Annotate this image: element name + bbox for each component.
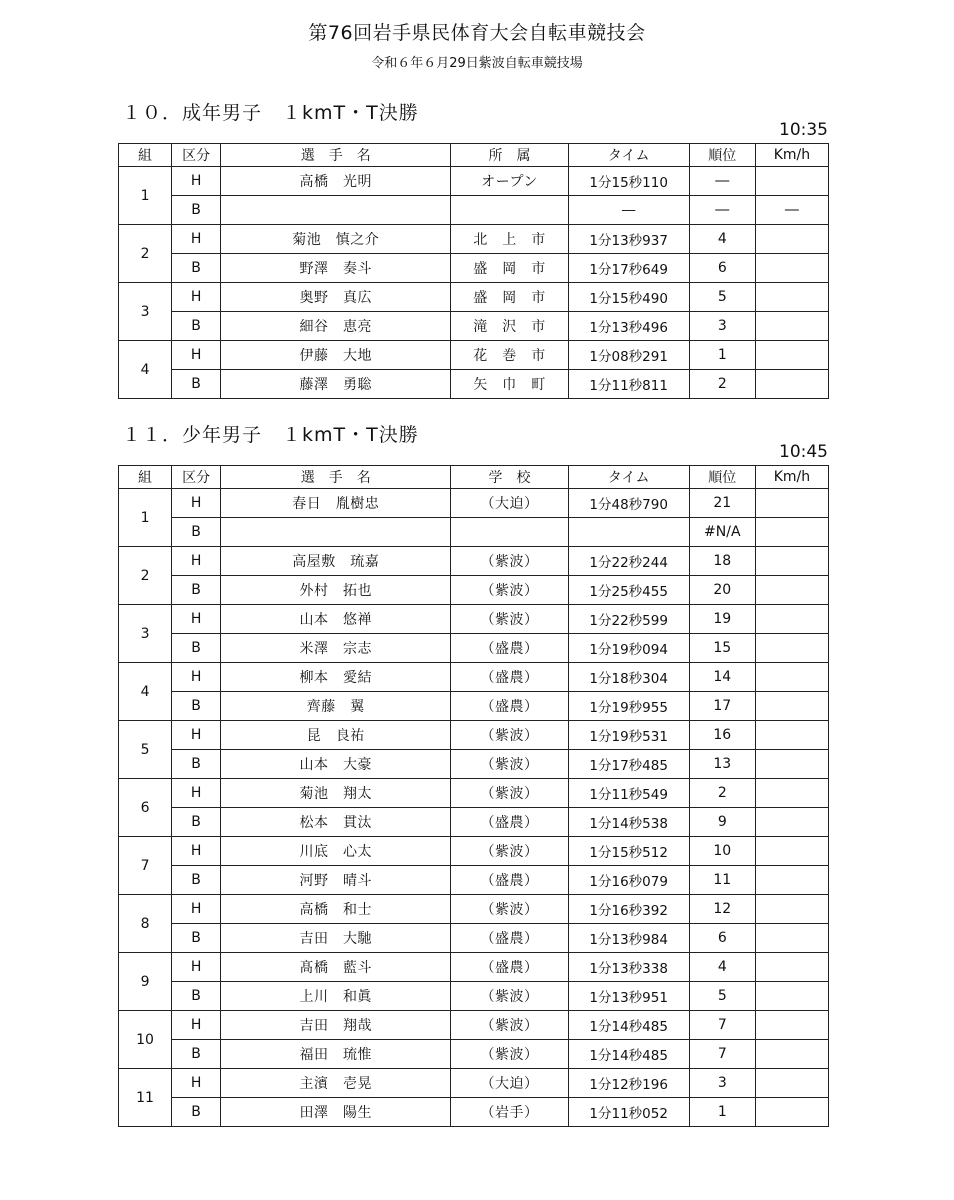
- rank-cell: 2: [689, 370, 755, 399]
- affiliation-cell: （紫波）: [451, 750, 568, 779]
- category-cell: B: [172, 518, 221, 547]
- table-row: [119, 837, 829, 866]
- time-cell: 1分13秒496: [568, 312, 689, 341]
- table-row: [119, 692, 829, 721]
- kmh-cell: [755, 489, 828, 518]
- rank-cell: 2: [689, 779, 755, 808]
- kmh-cell: [755, 167, 828, 196]
- affiliation-cell: （紫波）: [451, 721, 568, 750]
- affiliation-cell: （紫波）: [451, 1040, 568, 1069]
- group-number: 4: [119, 663, 172, 721]
- time-cell: 1分19秒531: [568, 721, 689, 750]
- time-cell: 1分12秒196: [568, 1069, 689, 1098]
- athlete-name: 細谷 恵亮: [221, 312, 451, 341]
- rank-cell: 4: [689, 225, 755, 254]
- affiliation-cell: （紫波）: [451, 547, 568, 576]
- affiliation-cell: （盛農）: [451, 808, 568, 837]
- group-number: 3: [119, 605, 172, 663]
- category-cell: B: [172, 312, 221, 341]
- time-cell: 1分22秒244: [568, 547, 689, 576]
- athlete-name: 外村 拓也: [221, 576, 451, 605]
- category-cell: B: [172, 924, 221, 953]
- section-11-heading: １１．少年男子 １kmT・T決勝: [122, 424, 419, 446]
- rank-cell: 3: [689, 312, 755, 341]
- group-number: 11: [119, 1069, 172, 1127]
- time-cell: 1分25秒455: [568, 576, 689, 605]
- affiliation-cell: （盛農）: [451, 953, 568, 982]
- kmh-cell: [755, 808, 828, 837]
- category-cell: B: [172, 1040, 221, 1069]
- affiliation-cell: （盛農）: [451, 692, 568, 721]
- group-number: 8: [119, 895, 172, 953]
- kmh-cell: [755, 225, 828, 254]
- rank-cell: 1: [689, 341, 755, 370]
- group-column-header: 組: [119, 144, 172, 167]
- time-cell: 1分14秒485: [568, 1011, 689, 1040]
- athlete-name: 山本 悠禅: [221, 605, 451, 634]
- group-number: 3: [119, 283, 172, 341]
- rank-cell: 11: [689, 866, 755, 895]
- category-cell: B: [172, 254, 221, 283]
- rank-cell: ―: [689, 167, 755, 196]
- rank-cell: 18: [689, 547, 755, 576]
- athlete-name: 上川 和眞: [221, 982, 451, 1011]
- rank-cell: 7: [689, 1011, 755, 1040]
- group-number: 10: [119, 1011, 172, 1069]
- kmh-cell: [755, 692, 828, 721]
- time-column-header: タイム: [568, 466, 689, 489]
- kmh-cell: [755, 663, 828, 692]
- group-number: 2: [119, 547, 172, 605]
- time-cell: 1分13秒984: [568, 924, 689, 953]
- time-cell: 1分15秒512: [568, 837, 689, 866]
- time-cell: 1分48秒790: [568, 489, 689, 518]
- affiliation-cell: （紫波）: [451, 779, 568, 808]
- kmh-cell: [755, 721, 828, 750]
- group-number: 4: [119, 341, 172, 399]
- category-column-header: 区分: [172, 466, 221, 489]
- time-cell: 1分17秒649: [568, 254, 689, 283]
- rank-cell: 9: [689, 808, 755, 837]
- kmh-cell: [755, 254, 828, 283]
- document-title: 第76回岩手県民体育大会自転車競技会: [308, 22, 646, 44]
- category-cell: H: [172, 489, 221, 518]
- kmh-cell: ―: [755, 196, 828, 225]
- rank-cell: ―: [689, 196, 755, 225]
- table-row: [119, 518, 829, 547]
- table-row: [119, 924, 829, 953]
- rank-cell: 6: [689, 924, 755, 953]
- section-11-results-table: [118, 465, 829, 1127]
- athlete-name: 川底 心太: [221, 837, 451, 866]
- category-cell: H: [172, 1011, 221, 1040]
- athlete-name: 田澤 陽生: [221, 1098, 451, 1127]
- category-cell: H: [172, 605, 221, 634]
- time-cell: 1分08秒291: [568, 341, 689, 370]
- category-cell: H: [172, 547, 221, 576]
- category-cell: H: [172, 895, 221, 924]
- affiliation-cell: [451, 196, 568, 225]
- table-row: [119, 1011, 829, 1040]
- category-column-header: 区分: [172, 144, 221, 167]
- rank-cell: 5: [689, 982, 755, 1011]
- kmh-cell: [755, 576, 828, 605]
- affiliation-column-header: 学 校: [451, 466, 568, 489]
- time-cell: 1分13秒338: [568, 953, 689, 982]
- group-number: 7: [119, 837, 172, 895]
- athlete-name: 菊池 翔太: [221, 779, 451, 808]
- affiliation-cell: （大迫）: [451, 1069, 568, 1098]
- table-row: [119, 1098, 829, 1127]
- kmh-cell: [755, 1011, 828, 1040]
- time-cell: 1分15秒110: [568, 167, 689, 196]
- athlete-name: 米澤 宗志: [221, 634, 451, 663]
- athlete-name: 髙橋 藍斗: [221, 953, 451, 982]
- athlete-name: 春日 胤樹忠: [221, 489, 451, 518]
- section-10-results-table: [118, 143, 829, 399]
- time-cell: 1分18秒304: [568, 663, 689, 692]
- time-cell: 1分16秒079: [568, 866, 689, 895]
- kmh-cell: [755, 1069, 828, 1098]
- athlete-name: 山本 大豪: [221, 750, 451, 779]
- category-cell: B: [172, 750, 221, 779]
- category-cell: H: [172, 225, 221, 254]
- table-row: [119, 341, 829, 370]
- category-cell: H: [172, 779, 221, 808]
- table-row: [119, 489, 829, 518]
- affiliation-cell: 盛 岡 市: [451, 254, 568, 283]
- category-cell: B: [172, 634, 221, 663]
- time-cell: 1分19秒955: [568, 692, 689, 721]
- kmh-column-header: Km/h: [755, 466, 828, 489]
- kmh-cell: [755, 866, 828, 895]
- category-cell: B: [172, 808, 221, 837]
- group-number: 1: [119, 167, 172, 225]
- time-cell: 1分14秒538: [568, 808, 689, 837]
- time-cell: 1分15秒490: [568, 283, 689, 312]
- table-row: [119, 1069, 829, 1098]
- category-cell: B: [172, 370, 221, 399]
- category-cell: B: [172, 866, 221, 895]
- time-cell: ―: [568, 196, 689, 225]
- category-cell: H: [172, 341, 221, 370]
- time-cell: 1分11秒811: [568, 370, 689, 399]
- table-row: [119, 576, 829, 605]
- athlete-name: 福田 琉惟: [221, 1040, 451, 1069]
- time-cell: 1分11秒052: [568, 1098, 689, 1127]
- document-subtitle: 令和６年６月29日紫波自転車競技場: [371, 56, 583, 71]
- category-cell: B: [172, 982, 221, 1011]
- kmh-cell: [755, 1098, 828, 1127]
- athlete-name: 藤澤 勇聡: [221, 370, 451, 399]
- athlete-name: [221, 518, 451, 547]
- table-header-row: [119, 466, 829, 489]
- rank-cell: 4: [689, 953, 755, 982]
- kmh-cell: [755, 518, 828, 547]
- kmh-cell: [755, 837, 828, 866]
- time-cell: 1分19秒094: [568, 634, 689, 663]
- table-row: [119, 605, 829, 634]
- affiliation-cell: （盛農）: [451, 924, 568, 953]
- rank-cell: #N/A: [689, 518, 755, 547]
- group-number: 5: [119, 721, 172, 779]
- name-column-header: 選 手 名: [221, 144, 451, 167]
- table-row: [119, 167, 829, 196]
- rank-cell: 13: [689, 750, 755, 779]
- group-number: 9: [119, 953, 172, 1011]
- group-column-header: 組: [119, 466, 172, 489]
- athlete-name: 松本 貫汰: [221, 808, 451, 837]
- table-row: [119, 750, 829, 779]
- athlete-name: 河野 晴斗: [221, 866, 451, 895]
- category-cell: B: [172, 196, 221, 225]
- time-cell: 1分11秒549: [568, 779, 689, 808]
- athlete-name: 齊藤 翼: [221, 692, 451, 721]
- time-cell: 1分13秒951: [568, 982, 689, 1011]
- time-cell: 1分22秒599: [568, 605, 689, 634]
- table-row: [119, 283, 829, 312]
- affiliation-cell: 滝 沢 市: [451, 312, 568, 341]
- athlete-name: 吉田 大馳: [221, 924, 451, 953]
- time-cell: 1分13秒937: [568, 225, 689, 254]
- rank-cell: 20: [689, 576, 755, 605]
- kmh-cell: [755, 634, 828, 663]
- category-cell: B: [172, 1098, 221, 1127]
- athlete-name: 菊池 慎之介: [221, 225, 451, 254]
- affiliation-cell: （紫波）: [451, 895, 568, 924]
- time-cell: 1分16秒392: [568, 895, 689, 924]
- table-row: [119, 663, 829, 692]
- time-column-header: タイム: [568, 144, 689, 167]
- rank-cell: 5: [689, 283, 755, 312]
- kmh-cell: [755, 750, 828, 779]
- rank-cell: 10: [689, 837, 755, 866]
- table-row: [119, 196, 829, 225]
- group-number: 1: [119, 489, 172, 547]
- affiliation-cell: オープン: [451, 167, 568, 196]
- affiliation-cell: [451, 518, 568, 547]
- category-cell: H: [172, 953, 221, 982]
- athlete-name: 昆 良祐: [221, 721, 451, 750]
- rank-cell: 7: [689, 1040, 755, 1069]
- affiliation-cell: 盛 岡 市: [451, 283, 568, 312]
- table-row: [119, 254, 829, 283]
- kmh-cell: [755, 953, 828, 982]
- table-row: [119, 953, 829, 982]
- category-cell: H: [172, 167, 221, 196]
- group-number: 2: [119, 225, 172, 283]
- kmh-cell: [755, 370, 828, 399]
- kmh-cell: [755, 1040, 828, 1069]
- athlete-name: 伊藤 大地: [221, 341, 451, 370]
- table-header-row: [119, 144, 829, 167]
- kmh-cell: [755, 982, 828, 1011]
- name-column-header: 選 手 名: [221, 466, 451, 489]
- group-number: 6: [119, 779, 172, 837]
- category-cell: H: [172, 283, 221, 312]
- category-cell: B: [172, 692, 221, 721]
- kmh-cell: [755, 312, 828, 341]
- affiliation-cell: （盛農）: [451, 663, 568, 692]
- table-row: [119, 779, 829, 808]
- rank-cell: 19: [689, 605, 755, 634]
- rank-cell: 3: [689, 1069, 755, 1098]
- kmh-cell: [755, 283, 828, 312]
- kmh-column-header: Km/h: [755, 144, 828, 167]
- affiliation-cell: （盛農）: [451, 866, 568, 895]
- table-row: [119, 370, 829, 399]
- table-row: [119, 312, 829, 341]
- section-11-start-time: 10:45: [779, 442, 828, 462]
- affiliation-cell: 北 上 市: [451, 225, 568, 254]
- category-cell: H: [172, 1069, 221, 1098]
- athlete-name: 野澤 奏斗: [221, 254, 451, 283]
- athlete-name: 高屋敷 琉嘉: [221, 547, 451, 576]
- rank-cell: 16: [689, 721, 755, 750]
- time-cell: [568, 518, 689, 547]
- table-row: [119, 547, 829, 576]
- rank-cell: 17: [689, 692, 755, 721]
- rank-cell: 15: [689, 634, 755, 663]
- table-row: [119, 895, 829, 924]
- rank-cell: 14: [689, 663, 755, 692]
- table-row: [119, 225, 829, 254]
- rank-cell: 1: [689, 1098, 755, 1127]
- athlete-name: 高橋 光明: [221, 167, 451, 196]
- section-10-heading: １０．成年男子 １kmT・T決勝: [122, 102, 419, 124]
- affiliation-column-header: 所 属: [451, 144, 568, 167]
- affiliation-cell: （盛農）: [451, 634, 568, 663]
- rank-cell: 12: [689, 895, 755, 924]
- athlete-name: 主濱 壱晃: [221, 1069, 451, 1098]
- table-row: [119, 808, 829, 837]
- athlete-name: 柳本 愛結: [221, 663, 451, 692]
- affiliation-cell: （紫波）: [451, 837, 568, 866]
- affiliation-cell: 花 巻 市: [451, 341, 568, 370]
- rank-column-header: 順位: [689, 144, 755, 167]
- kmh-cell: [755, 895, 828, 924]
- athlete-name: 吉田 翔哉: [221, 1011, 451, 1040]
- affiliation-cell: （紫波）: [451, 576, 568, 605]
- rank-cell: 21: [689, 489, 755, 518]
- rank-cell: 6: [689, 254, 755, 283]
- category-cell: H: [172, 663, 221, 692]
- affiliation-cell: （紫波）: [451, 1011, 568, 1040]
- affiliation-cell: （大迫）: [451, 489, 568, 518]
- affiliation-cell: 矢 巾 町: [451, 370, 568, 399]
- time-cell: 1分14秒485: [568, 1040, 689, 1069]
- athlete-name: [221, 196, 451, 225]
- affiliation-cell: （紫波）: [451, 982, 568, 1011]
- table-row: [119, 634, 829, 663]
- table-row: [119, 1040, 829, 1069]
- athlete-name: 高橋 和士: [221, 895, 451, 924]
- category-cell: H: [172, 721, 221, 750]
- kmh-cell: [755, 547, 828, 576]
- time-cell: 1分17秒485: [568, 750, 689, 779]
- category-cell: H: [172, 837, 221, 866]
- athlete-name: 奥野 真広: [221, 283, 451, 312]
- section-10-start-time: 10:35: [779, 120, 828, 140]
- category-cell: B: [172, 576, 221, 605]
- table-row: [119, 982, 829, 1011]
- kmh-cell: [755, 605, 828, 634]
- table-row: [119, 866, 829, 895]
- affiliation-cell: （岩手）: [451, 1098, 568, 1127]
- kmh-cell: [755, 341, 828, 370]
- kmh-cell: [755, 779, 828, 808]
- table-row: [119, 721, 829, 750]
- affiliation-cell: （紫波）: [451, 605, 568, 634]
- rank-column-header: 順位: [689, 466, 755, 489]
- kmh-cell: [755, 924, 828, 953]
